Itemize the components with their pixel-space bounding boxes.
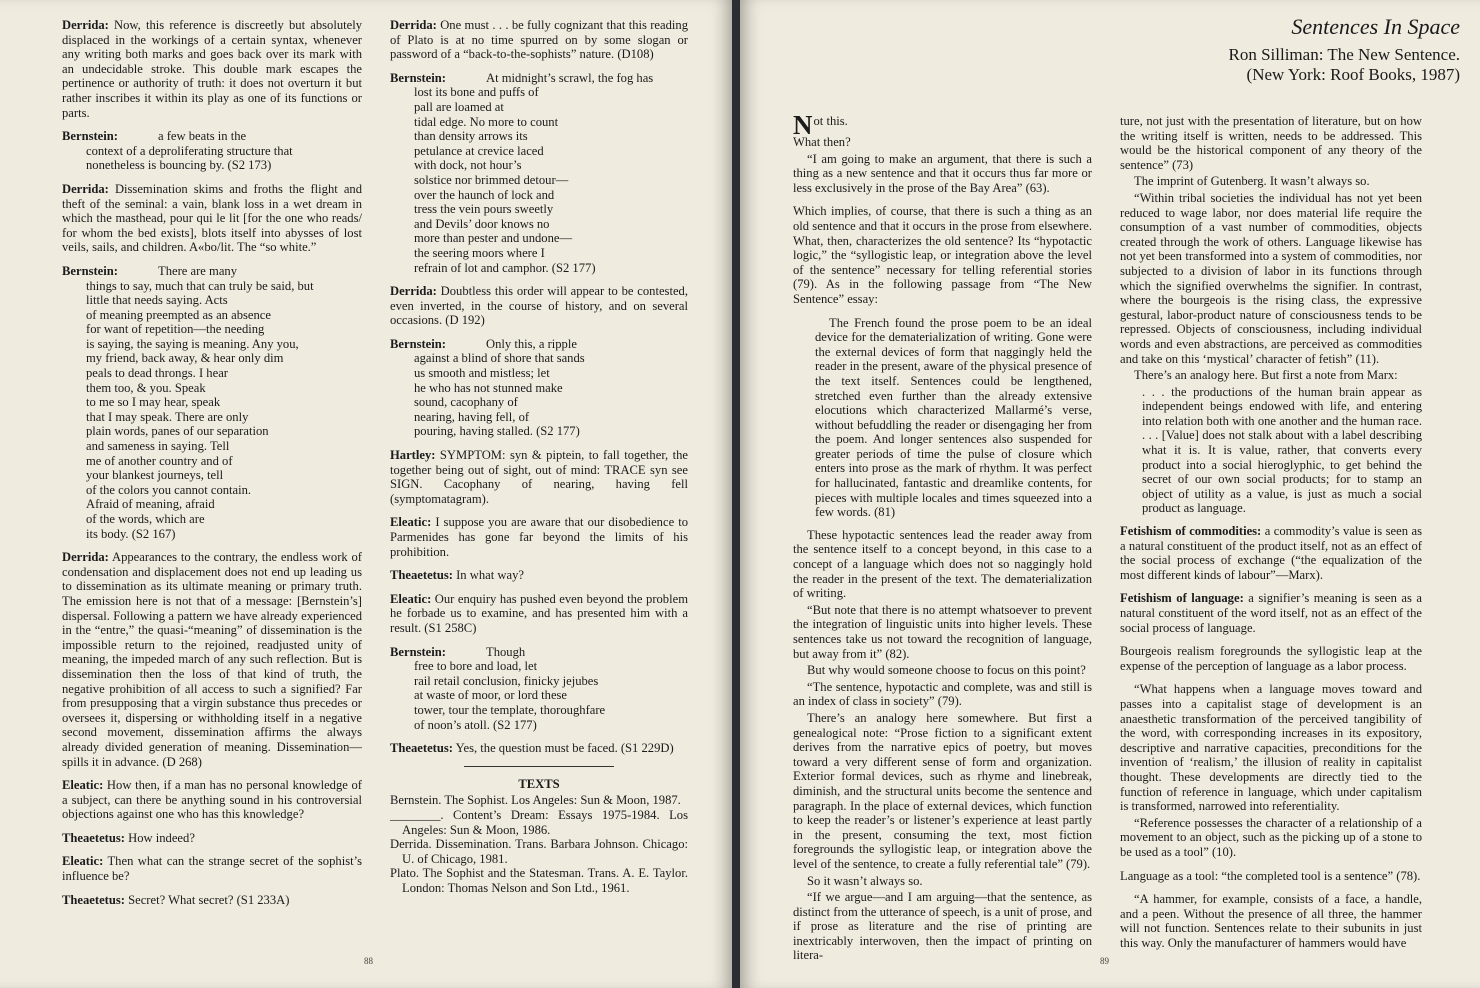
- dialogue-text: Now, this reference is discreetly but absolutely displaced in the workings of a certain syntax, whenever any writing both marks and goes back over its mark with an undecidable stroke. This double mark escapes the pertinence or authority of truth: it does not overturn it but rather inscribes it within its play as one of its functions or parts.: [62, 18, 362, 120]
- speaker-label: Bernstein:: [62, 129, 118, 144]
- verse-line: of the colors you cannot contain.: [86, 482, 252, 497]
- review-subtitle-line-2: (New York: Roof Books, 1987): [1246, 65, 1460, 84]
- verse-line: the seering moors where I: [414, 245, 545, 260]
- speaker-label: Derrida:: [390, 18, 437, 32]
- speaker-label: Bernstein:: [390, 70, 446, 85]
- left-column-1: [62, 18, 362, 916]
- speaker-label: Derrida:: [62, 550, 109, 565]
- verse-head: [62, 264, 362, 279]
- dialogue-paragraph: [390, 568, 688, 583]
- verse-line: a few beats in the: [158, 129, 247, 144]
- review-subtitle-line-1-text: Ron Silliman: The New Sentence.: [1228, 45, 1460, 64]
- dialogue-text: Doubtless this order will appear to be contested, even inverted, in the course of history, and on several occasions. (D 192): [390, 284, 688, 328]
- verse-line: with dock, not hour’s: [414, 158, 522, 173]
- body-paragraph: “But note that there is no attempt whatsoever to prevent the integration of linguistic units into higher levels. These sentences take us not toward the recognition of language, but away from it” (82).: [793, 602, 1092, 661]
- verse-line: its body. (S2 167): [86, 526, 176, 541]
- dialogue-paragraph: [390, 448, 688, 506]
- verse-line: rail retail conclusion, finicky jejubes: [414, 673, 599, 688]
- dialogue-text: Our enquiry has pushed even beyond the problem he forbade us to examine, and has presented him with a result. (S1 258C): [390, 591, 688, 635]
- verse-head: [390, 337, 688, 352]
- speaker-label: Bernstein:: [62, 263, 118, 278]
- dialogue-text: One must . . . be fully cognizant that this reading of Plato is at no time spurred on by some slogan or password of a “back-to-the-sophists” nature. (D108): [390, 18, 688, 62]
- verse-line: refrain of lot and camphor. (S2 177): [414, 260, 596, 275]
- dialogue-text: How indeed?: [124, 830, 195, 845]
- verse-line: over the haunch of lock and: [414, 187, 555, 202]
- verse-line: free to bore and load, let: [414, 659, 538, 674]
- term-definition: a signifier’s meaning is seen as a natural constituent of the word itself, not as an effect of the social process of language.: [1120, 591, 1422, 635]
- body-paragraph: There’s an analogy here. But first a note from Marx:: [1134, 368, 1398, 383]
- drop-cap: N: [793, 110, 813, 140]
- verse-line: Afraid of meaning, afraid: [86, 497, 215, 512]
- verse-line: nearing, having fell, of: [414, 409, 530, 424]
- article-title: Sentences In Space: [1291, 14, 1460, 39]
- verse-line: of noon’s atoll. (S2 177): [414, 717, 537, 732]
- dialogue-text: Appearances to the contrary, the endless work of condensation and displacement does not end up leading us to dissemination as its ultimate meaning or primary truth. The emission here is not that of a message: [Bernstein’s] dispersal. Following a pattern we have already experienced in the “entre,” the quasi-“meaning” of dissemination is the impossible return to the rejoined, readjusted unity of meaning, the impeded march of any such reflection. But is dissemination then the loss of that kind of truth, the negative prohibition of all access to such a signified? Far from presupposing that a virgin substance thus precedes or oversees it, dispersing or withholding itself in a negative second movement, dissemination affirms the always already divided generation of meaning. Dissemination—spills it in advance. (D 268): [62, 550, 362, 769]
- verse-line: for want of repetition—the needing: [86, 322, 265, 337]
- bibliography-entry: Bernstein. The Sophist. Los Angeles: Sun & Moon, 1987.: [390, 793, 681, 808]
- body-paragraph: Language as a tool: “the completed tool is a sentence” (78).: [1120, 868, 1421, 883]
- right-page: [740, 0, 1480, 988]
- speaker-label: Derrida:: [390, 284, 437, 299]
- dialogue-text: How then, if a man has no personal knowledge of a subject, can there be anything sound in his controversial objections against one who has this knowledge?: [62, 778, 362, 822]
- dialogue-paragraph: [390, 18, 688, 62]
- body-paragraph: “What happens when a language moves toward and passes into a capitalist stage of development is an anaesthetic transformation of the perceived tangibility of the word, with corresponding increases in its expository, descriptive and narrative capacities, preconditions for the invention of ‘realism,’ the illusion of reality in capitalist thought. These developments are directly tied to the function of reference in language, which under capitalism is transformed, narrowed into referentiality.: [1120, 682, 1422, 814]
- body-paragraph: “The sentence, hypotactic and complete, was and still is an index of class in society” (79).: [793, 679, 1092, 709]
- dialogue-text: SYMPTOM: syn & piptein, to fall together, the together being out of sight, out of mind: TRACE syn see SIGN. Cacophany of nearing, having fell (symptomatagram).: [390, 448, 688, 506]
- speaker-label: Eleatic:: [62, 854, 104, 869]
- verse-line: he who has not stunned make: [414, 380, 563, 395]
- verse-head: [62, 129, 362, 144]
- body-paragraph: But why would someone choose to focus on this point?: [807, 663, 1086, 678]
- verse-line: petulance at crevice laced: [414, 143, 544, 158]
- right-column-2: [1120, 114, 1422, 959]
- opening-text: ot this.: [813, 114, 848, 128]
- verse-passage: [62, 129, 362, 173]
- verse-passage: [62, 264, 362, 541]
- dialogue-paragraph: [390, 741, 688, 756]
- verse-line: peals to dead throngs. I hear: [86, 366, 228, 381]
- right-column-1: [793, 110, 1092, 965]
- verse-line: Only this, a ripple: [486, 336, 577, 351]
- dialogue-text: Yes, the question must be faced. (S1 229D): [452, 741, 674, 756]
- review-subtitle-line-1: [980, 45, 1460, 65]
- verse-head: [390, 71, 688, 86]
- body-paragraph: ture, not just with the presentation of literature, but on how the writing itself is written, needs to be addressed. This would be the historical component of any theory of the sentence” (73): [1120, 114, 1422, 172]
- body-paragraph: What then?: [793, 135, 851, 149]
- verse-line: of the words, which are: [86, 512, 205, 526]
- verse-line: plain words, panes of our separation: [86, 424, 269, 439]
- dialogue-text: In what way?: [452, 568, 524, 583]
- verse-lines: [390, 85, 688, 275]
- body-paragraph: The imprint of Gutenberg. It wasn’t always so.: [1134, 174, 1370, 189]
- left-column-2: [390, 18, 688, 895]
- verse-line: than density arrows its: [414, 129, 528, 144]
- speaker-label: Bernstein:: [390, 644, 446, 659]
- left-page: [0, 0, 732, 988]
- dialogue-text: Dissemination skims and froths the flight and theft of the seminal: a vain, blank loss in a wet dream in which the masthead, pour qui le lit [for the one who reads/ for whom the bed exists], blots itself into abysses of lost veils, sails, and children. A«bo/lit. The “so white.”: [62, 181, 362, 255]
- body-paragraph: There’s an analogy here somewhere. But first a genealogical note: “Prose fiction to a significant extent derives from the narrative epics of poetry, but moves toward a very different sense of form and organization. Exterior formal devices, such as rhyme and linebreak, diminish, and the structural units become the sentence and paragraph. In the place of external devices, which function to keep the reader’s or listener’s experience at least partly in the present, consuming the text, most fiction foregrounds the syllogistic leap, or integration above the level of the sentence, to create a fully referential tale” (79).: [793, 710, 1092, 871]
- verse-passage: [390, 337, 688, 439]
- speaker-label: Theaetetus:: [390, 568, 453, 583]
- body-paragraph: “A hammer, for example, consists of a face, a handle, and a peen. Without the presence of all three, the hammer will not function. Sentences relate to their subunits in just this way. Only the manufacturer of hammers would have: [1120, 892, 1422, 950]
- verse-line: that I may speak. There are only: [86, 409, 249, 424]
- body-paragraph: So it wasn’t always so.: [807, 873, 923, 888]
- speaker-label: Derrida:: [62, 181, 109, 196]
- dialogue-paragraph: [62, 778, 362, 822]
- verse-line: my friend, back away, & hear only dim: [86, 351, 284, 366]
- term-label: Fetishism of commodities:: [1120, 524, 1262, 539]
- verse-line: and Devils’ door knows no: [414, 216, 550, 231]
- verse-lines: [390, 659, 688, 732]
- verse-lines: [390, 351, 688, 439]
- term-label: Fetishism of language:: [1120, 591, 1244, 606]
- verse-line: at waste of moor, or lord these: [414, 688, 568, 703]
- page-number: 89: [1100, 956, 1109, 966]
- speaker-label: Theaetetus:: [62, 830, 125, 845]
- verse-line: There are many: [158, 263, 238, 278]
- dialogue-text: Secret? What secret? (S1 233A): [124, 892, 290, 907]
- speaker-label: Derrida:: [62, 18, 109, 32]
- dialogue-paragraph: [62, 854, 362, 883]
- verse-line: pouring, having stalled. (S2 177): [414, 424, 580, 439]
- body-paragraph: “Reference possesses the character of a relationship of a movement to an object, such as the picking up of a stone to be used as a tool” (10).: [1120, 815, 1422, 859]
- verse-line: lost its bone and puffs of: [414, 85, 539, 100]
- verse-line: your blankest journeys, tell: [86, 468, 224, 483]
- body-paragraph: [1120, 524, 1422, 582]
- speaker-label: Eleatic:: [390, 515, 432, 530]
- verse-line: At midnight’s scrawl, the fog has: [486, 70, 654, 85]
- verse-line: to me so I may hear, speak: [86, 395, 221, 410]
- verse-line: them too, & you. Speak: [86, 380, 206, 395]
- verse-line: little that needs saying. Acts: [86, 293, 228, 308]
- bibliography-entry: Plato. The Sophist and the Statesman. Trans. A. E. Taylor. London: Thomas Nelson and Son Ltd., 1961.: [390, 866, 688, 895]
- dialogue-paragraph: [390, 592, 688, 636]
- verse-line: sound, cacophany of: [414, 395, 518, 410]
- verse-line: is saying, the saying is meaning. Any you,: [86, 336, 299, 351]
- body-paragraph: These hypotactic sentences lead the reader away from the sentence itself to a concept beyond, in this case to a concept of a language which does not so naggingly hold the reader in the present of the text. The dematerialization of writing.: [793, 527, 1092, 601]
- verse-lines: [62, 144, 362, 173]
- body-paragraph: “Within tribal societies the individual has not yet been reduced to wage labor, nor does material life require the consumption of a vast number of commodities, objects created through the work of others. Language likewise has not yet been transformed into a system of commodities, nor subjected to a division of labor in its functions through which the signified overwhelms the signifier. In contrast, where the bourgeois is the rising class, the expressive gestural, labor-product nature of consciousness tends to be repressed. Objects of consciousness, including individual words and even abstractions, are perceived as commodities and take on this ‘mystical’ character of fetish” (11).: [1120, 190, 1422, 366]
- speaker-label: Eleatic:: [62, 778, 104, 793]
- speaker-label: Hartley:: [390, 448, 436, 463]
- dialogue-paragraph: [62, 893, 362, 908]
- bibliography-entry: Derrida. Dissemination. Trans. Barbara Johnson. Chicago: U. of Chicago, 1981.: [390, 837, 688, 866]
- verse-line: Though: [486, 644, 526, 659]
- dialogue-paragraph: [62, 182, 362, 255]
- speaker-label: Theaetetus:: [390, 741, 453, 756]
- dialogue-paragraph: [62, 550, 362, 769]
- verse-line: tress the vein pours sweetly: [414, 202, 554, 217]
- dialogue-paragraph: [390, 284, 688, 328]
- dialogue-paragraph: [62, 831, 362, 846]
- verse-line: of meaning preempted as an absence: [86, 307, 271, 322]
- verse-line: me of another country and of: [86, 453, 233, 468]
- body-paragraph: “I am going to make an argument, that there is such a thing as a new sentence and that it occurs thus far more or less exclusively in the prose of the Bay Area” (63).: [793, 151, 1092, 195]
- verse-line: against a blind of shore that sands: [414, 351, 585, 366]
- verse-line: solstice nor brimmed detour—: [414, 172, 569, 187]
- speaker-label: Eleatic:: [390, 591, 432, 606]
- opening-paragraph: [793, 110, 1092, 140]
- verse-head: [390, 645, 688, 660]
- section-divider: [464, 766, 614, 767]
- block-quote: . . . the productions of the human brain appear as independent beings endowed with life, and entering into relation both with one another and the human race. . . . [Value] does not stalk about with a label describing what it is. It is value, rather, that converts every product into a social hieroglyphic, to get behind the secret of our own social products; for to stamp an object of utility as a value, is just as much a social product as language.: [1142, 384, 1422, 516]
- bibliography-heading: TEXTS: [518, 776, 560, 791]
- article-heading: [980, 14, 1460, 85]
- paragraph-group: [793, 135, 1092, 963]
- dialogue-paragraph: [390, 515, 688, 559]
- dialogue-paragraph: [62, 18, 362, 120]
- verse-line: more than pester and undone—: [414, 231, 573, 246]
- verse-line: tidal edge. No more to count: [414, 114, 559, 129]
- verse-line: nonetheless is bouncing by. (S2 173): [86, 158, 272, 173]
- verse-lines: [62, 279, 362, 542]
- verse-line: tower, tour the template, thoroughfare: [414, 702, 606, 717]
- verse-passage: [390, 645, 688, 733]
- dialogue-text: Then what can the strange secret of the sophist’s influence be?: [62, 854, 362, 884]
- body-paragraph: Bourgeois realism foregrounds the syllogistic leap at the expense of the perception of language as a labor process.: [1120, 644, 1422, 673]
- verse-line: pall are loamed at: [414, 99, 504, 114]
- verse-line: context of a deproliferating structure that: [86, 143, 293, 158]
- verse-line: us smooth and mistless; let: [414, 366, 550, 381]
- page-number: 88: [364, 956, 373, 966]
- body-paragraph: “If we argue—and I am arguing—that the sentence, as distinct from the utterance of speech, is a unit of prose, and if prose as literature and the rise of printing are inextricably interwoven, then the impact of printing on litera-: [793, 890, 1092, 963]
- term-definition: a commodity’s value is seen as a natural constituent of the product itself, not as an effect of the social process of exchange (“the equalization of the most different kinds of labour”—Marx).: [1120, 524, 1422, 582]
- block-quote: The French found the prose poem to be an ideal device for the dematerialization of writing. Gone were the external devices of form that naggingly held the reader in the present, aware of the physical presence of the text itself. Sentences could be lengthened, stretched even further than the already extensive elocutions which characterized Mallarmé’s verse, without befuddling the reader or disengaging her from the poem. And longer sentences also suspended for greater periods of time the pulse of closure which enters into prose as the mark of rhythm. It was perfect for hallucinated, fantastic and dreamlike contents, for pieces with multiple locales and times squeezed into a few words. (81): [815, 315, 1092, 520]
- speaker-label: Theaetetus:: [62, 892, 125, 907]
- speaker-label: Bernstein:: [390, 336, 446, 351]
- body-paragraph: [1120, 591, 1422, 635]
- verse-passage: [390, 71, 688, 275]
- dialogue-text: I suppose you are aware that our disobedience to Parmenides has gone far beyond the limits of his prohibition.: [390, 515, 688, 559]
- body-paragraph: Which implies, of course, that there is such a thing as an old sentence and that it occurs in the prose from elsewhere. What, then, characterizes the old sentence? Its “hypotactic logic,” the “syllogistic leap, or integration above the level of the sentence” necessary for telling referential stories (79). As in the following passage from “The New Sentence” essay:: [793, 204, 1092, 306]
- verse-line: and sameness in saying. Tell: [86, 439, 230, 454]
- binding-gutter: [732, 0, 740, 988]
- verse-line: things to say, much that can truly be said, but: [86, 278, 314, 293]
- bibliography-entry: ________. Content’s Dream: Essays 1975-1984. Los Angeles: Sun & Moon, 1986.: [390, 807, 688, 837]
